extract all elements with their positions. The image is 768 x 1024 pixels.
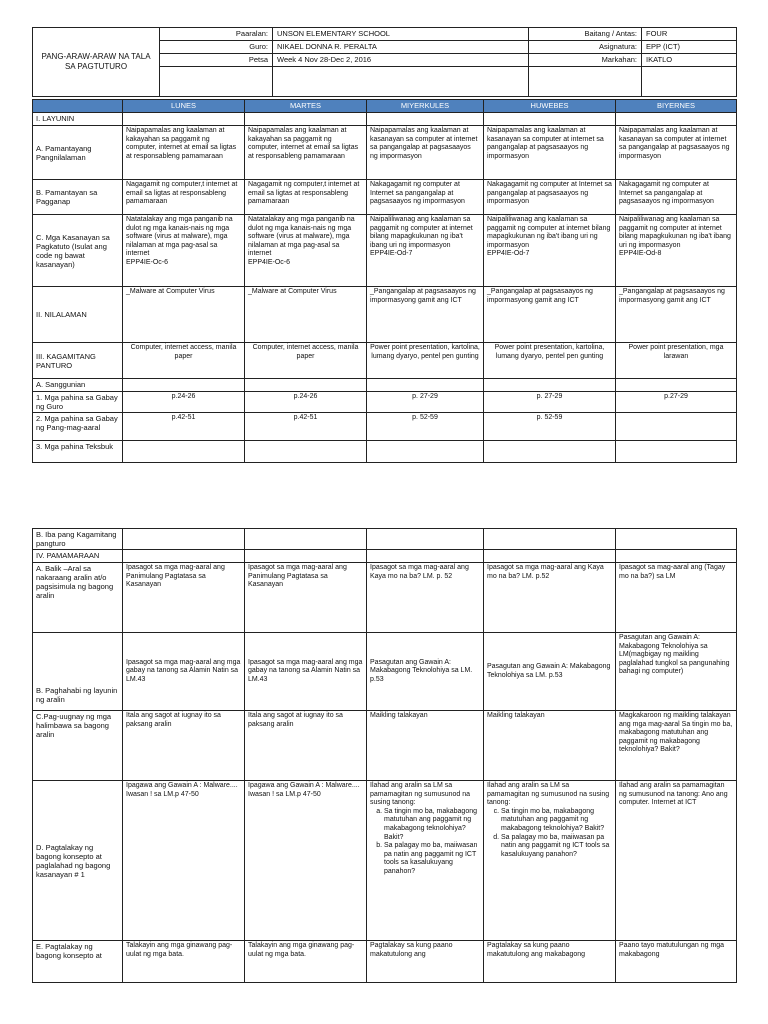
cell-biyernes: p.27-29: [616, 392, 737, 413]
cell-biyernes: Ilahad ang aralin sa pamamagitan ng sumusunod na tanong: Ano ang computer. Internet at ICT: [616, 781, 737, 941]
row-label-mga-kasanayan: C. Mga Kasanayan sa Pagkatuto (Isulat ang code ng bawat kasanayan): [33, 215, 123, 287]
day-header-martes: MARTES: [245, 100, 367, 113]
cell-martes: Ipasagot sa mga mag-aaral ang Panimulang Pagtatasa sa Kasanayan: [245, 563, 367, 633]
empty-cell: [245, 529, 367, 550]
empty-cell: [484, 113, 616, 126]
cell-huwebes: [484, 441, 616, 463]
cell-huwebes: Naipaliliwanag ang kaalaman sa paggamit ng computer at internet bilang mapagkukunan ng iba't ibang uri ng impormasyon EPP4IE-Od-7: [484, 215, 616, 287]
cell-biyernes: Ipasagot sa mag-aaral ang (Tagay mo na ba?) sa LM: [616, 563, 737, 633]
cell-lunes: Itala ang sagot at iugnay ito sa paksang aralin: [123, 711, 245, 781]
section-layunin: I. LAYUNIN: [33, 113, 123, 126]
cell-lunes: Ipasagot sa mga mag-aaral ang mga gabay na tanong sa Alamin Natin sa LM.43: [123, 633, 245, 711]
empty-cell: [367, 529, 484, 550]
cell-martes: Computer, internet access, manila paper: [245, 343, 367, 379]
markahan-label: Markahan:: [529, 54, 642, 67]
cell-huwebes: Pasagutan ang Gawain A: Makabagong Teknolohiya sa LM. p.53: [484, 633, 616, 711]
cell-miyerkules: Power point presentation, kartolina, lumang dyaryo, pentel pen gunting: [367, 343, 484, 379]
empty-cell: [245, 379, 367, 392]
cell-martes: _Malware at Computer Virus: [245, 287, 367, 343]
cell-lunes: _Malware at Computer Virus: [123, 287, 245, 343]
cell-miyerkules: Naipaliliwanag ang kaalaman sa paggamit ng computer at internet bilang mapagkukunan ng iba't ibang uri ng impormasyon EPP4IE-Od-7: [367, 215, 484, 287]
cell-lunes: Ipagawa ang Gawain A : Malware.... Iwasan ! sa LM.p 47-50: [123, 781, 245, 941]
cell-martes: Ipagawa ang Gawain A : Malware.... Iwasan ! sa LM.p 47-50: [245, 781, 367, 941]
paaralan-label: Paaralan:: [160, 28, 273, 41]
cell-huwebes: Maikling talakayan: [484, 711, 616, 781]
row-label-gabay-ng-guro: 1. Mga pahina sa Gabay ng Guro: [33, 392, 123, 413]
cell-huwebes: Pagtalakay sa kung paano makatutulong ang makabagong: [484, 941, 616, 983]
header-spacer: [273, 67, 529, 97]
asignatura-label: Asignatura:: [529, 41, 642, 54]
cell-martes: Talakayin ang mga ginawang pag-uulat ng mga bata.: [245, 941, 367, 983]
cell-miyerkules: Pasagutan ang Gawain A: Makabagong Teknolohiya sa LM. p.53: [367, 633, 484, 711]
cell-huwebes: p. 27-29: [484, 392, 616, 413]
cell-biyernes: [616, 441, 737, 463]
cell-lunes: [123, 441, 245, 463]
cell-miyerkules: Maikling talakayan: [367, 711, 484, 781]
cell-huwebes: Nakagagamit ng computer at Internet sa pangangalap at pagsasaayos ng impormasyon: [484, 180, 616, 215]
cell-martes: Nagagamit ng computer,t internet at email sa ligtas at responsableng pamamaraan: [245, 180, 367, 215]
paaralan-value: UNSON ELEMENTARY SCHOOL: [273, 28, 529, 41]
cell-biyernes: [616, 413, 737, 441]
cell-miyerkules: Naipapamalas ang kaalaman at kasanayan sa computer at internet sa pangangalap at pagsasaayos ng impormasyon: [367, 126, 484, 180]
empty-cell: [367, 550, 484, 563]
list-item: b. Sa palagay mo ba, maiiwasan pa natin ang paggamit ng ICT tools sa kasalukuyang panahon?: [384, 842, 480, 876]
empty-cell: [123, 529, 245, 550]
lesson-plan-table-page-2: [32, 528, 737, 983]
row-label-iba-pang-kagamitan: B. Iba pang Kagamitang pangturo: [33, 529, 123, 550]
cell-miyerkules: _Pangangalap at pagsasaayos ng impormasyong gamit ang ICT: [367, 287, 484, 343]
list-item: d. Sa palagay mo ba, maiiwasan pa natin ang paggamit ng ICT tools sa kasalukuyang panahon?: [501, 834, 612, 860]
row-label-gabay-ng-pang-mag-aaral: 2. Mga pahina sa Gabay ng Pang-mag-aaral: [33, 413, 123, 441]
cell-biyernes: Pasagutan ang Gawain A: Makabagong Teknolohiya sa LM(magbigay ng maikling paglalahad tungkol sa pangunahing bahagi ng computer): [616, 633, 737, 711]
cell-martes: Ipasagot sa mga mag-aaral ang mga gabay na tanong sa Alamin Natin sa LM.43: [245, 633, 367, 711]
cell-lunes: Ipasagot sa mga mag-aaral ang Panimulang Pagtatasa sa Kasanayan: [123, 563, 245, 633]
empty-cell: [123, 379, 245, 392]
day-header-blank: [33, 100, 123, 113]
empty-cell: [123, 550, 245, 563]
cell-miyerkules: Ipasagot sa mga mag-aaral ang Kaya mo na ba? LM. p. 52: [367, 563, 484, 633]
empty-cell: [367, 113, 484, 126]
header-spacer: [642, 67, 737, 97]
day-header-miyerkules: MIYERKULES: [367, 100, 484, 113]
lesson-plan-table-page-1: [32, 99, 737, 463]
cell-biyernes: Naipapamalas ang kaalaman at kasanayan sa computer at internet sa pangangalap at pagsasaayos ng impormasyon: [616, 126, 737, 180]
cell-huwebes: p. 52-59: [484, 413, 616, 441]
row-label-pag-uugnay: C.Pag-uugnay ng mga halimbawa sa bagong aralin: [33, 711, 123, 781]
cell-martes: p.24-26: [245, 392, 367, 413]
empty-cell: [616, 379, 737, 392]
cell-huwebes: Power point presentation, kartolina, lumang dyaryo, pentel pen gunting: [484, 343, 616, 379]
cell-huwebes: Naipapamalas ang kaalaman at kasanayan sa computer at internet sa pangangalap at pagsasaayos ng impormasyon: [484, 126, 616, 180]
empty-cell: [245, 113, 367, 126]
cell-martes: p.42-51: [245, 413, 367, 441]
day-header-lunes: LUNES: [123, 100, 245, 113]
row-label-pagtalakay-1: D. Pagtalakay ng bagong konsepto at paglalahad ng bagong kasanayan # 1: [33, 781, 123, 941]
empty-cell: [616, 113, 737, 126]
section-sanggunian: A. Sanggunian: [33, 379, 123, 392]
cell-lunes: p.42-51: [123, 413, 245, 441]
cell-lunes: Naipapamalas ang kaalaman at kakayahan sa paggamit ng computer, internet at email sa ligtas at responsableng pamamaraan: [123, 126, 245, 180]
header-spacer: [160, 67, 273, 97]
cell-biyernes: Magkakaroon ng maikling talakayan ang mga mag-aaral Sa tingin mo ba, makabagong matutuhan ang paggamit ng makabagong teknolohiya? Bakit?: [616, 711, 737, 781]
empty-cell: [484, 550, 616, 563]
cell-miyerkules: Pagtalakay sa kung paano makatutulong ang: [367, 941, 484, 983]
cell-miyerkules: p. 27-29: [367, 392, 484, 413]
markahan-value: IKATLO: [642, 54, 737, 67]
cell-martes: Itala ang sagot at iugnay ito sa paksang aralin: [245, 711, 367, 781]
row-label-teksbuk: 3. Mga pahina Teksbuk: [33, 441, 123, 463]
cell-martes: Naipapamalas ang kaalaman at kakayahan sa paggamit ng computer, internet at email sa ligtas at responsableng pamamaraan: [245, 126, 367, 180]
row-label-paghahabi: B. Paghahabi ng layunin ng aralin: [33, 633, 123, 711]
empty-cell: [484, 529, 616, 550]
page-title: PANG-ARAW-ARAW NA TALA SA PAGTUTURO: [33, 28, 160, 97]
cell-biyernes: Nakagagamit ng computer at Internet sa pangangalap at pagsasaayos ng impormasyon: [616, 180, 737, 215]
header-table: [32, 27, 737, 97]
cell-martes: [245, 441, 367, 463]
cell-intro: Ilahad ang aralin sa LM sa pamamagitan ng sumusunod na susing tanong:: [487, 782, 610, 807]
empty-cell: [484, 379, 616, 392]
cell-lunes: Computer, internet access, manila paper: [123, 343, 245, 379]
row-label-pamantayan-sa-pagganap: B. Pamantayan sa Pagganap: [33, 180, 123, 215]
cell-huwebes: Ipasagot sa mga mag-aaral ang Kaya mo na ba? LM. p.52: [484, 563, 616, 633]
cell-biyernes: Power point presentation, mga larawan: [616, 343, 737, 379]
list-item: c. Sa tingin mo ba, makabagong matutuhan ang paggamit ng makabagong teknolohiya? Bakit?: [501, 808, 612, 834]
cell-miyerkules: [367, 441, 484, 463]
section-pamamaraan: IV. PAMAMARAAN: [33, 550, 123, 563]
guro-value: NIKAEL DONNA R. PERALTA: [273, 41, 529, 54]
cell-miyerkules: p. 52-59: [367, 413, 484, 441]
empty-cell: [616, 550, 737, 563]
row-label-kagamitang-panturo: III. KAGAMITANG PANTURO: [33, 343, 123, 379]
cell-miyerkules: [367, 781, 484, 941]
row-label-pamantayang-pangnilalaman: A. Pamantayang Pangnilalaman: [33, 126, 123, 180]
cell-lunes: Natatalakay ang mga panganib na dulot ng mga kanais-nais ng mga software (virus at malware), mga nilalaman at mga pag-asal sa internet EPP4IE-Oc-6: [123, 215, 245, 287]
cell-martes: Natatalakay ang mga panganib na dulot ng mga kanais-nais ng mga software (virus at malware), mga nilalaman at mga pag-asal sa internet EPP4IE-Oc-6: [245, 215, 367, 287]
cell-biyernes: Paano tayo matutulungan ng mga makabagong: [616, 941, 737, 983]
cell-biyernes: _Pangangalap at pagsasaayos ng impormasyong gamit ang ICT: [616, 287, 737, 343]
cell-lunes: Talakayin ang mga ginawang pag-uulat ng mga bata.: [123, 941, 245, 983]
cell-biyernes: Naipaliliwanag ang kaalaman sa paggamit ng computer at internet bilang mapagkukunan ng iba't ibang uri ng impormasyon EPP4IE-Od-8: [616, 215, 737, 287]
row-label-pagtalakay-2: E. Pagtalakay ng bagong konsepto at: [33, 941, 123, 983]
header-spacer: [529, 67, 642, 97]
cell-lunes: p.24-26: [123, 392, 245, 413]
baitang-label: Baitang / Antas:: [529, 28, 642, 41]
empty-cell: [616, 529, 737, 550]
row-label-nilalaman: II. NILALAMAN: [33, 287, 123, 343]
cell-huwebes: _Pangangalap at pagsasaayos ng impormasyong gamit ang ICT: [484, 287, 616, 343]
day-header-huwebes: HUWEBES: [484, 100, 616, 113]
empty-cell: [123, 113, 245, 126]
guro-label: Guro:: [160, 41, 273, 54]
day-header-biyernes: BIYERNES: [616, 100, 737, 113]
baitang-value: FOUR: [642, 28, 737, 41]
cell-intro: Ilahad ang aralin sa LM sa pamamagitan ng sumusunod na susing tanong:: [370, 782, 471, 807]
question-list: [370, 808, 480, 877]
row-label-balik-aral: A. Balik –Aral sa nakaraang aralin at/o pagsisimula ng bagong aralin: [33, 563, 123, 633]
cell-lunes: Nagagamit ng computer,t internet at email sa ligtas at responsableng pamamaraan: [123, 180, 245, 215]
question-list: [487, 808, 612, 860]
empty-cell: [367, 379, 484, 392]
asignatura-value: EPP (ICT): [642, 41, 737, 54]
petsa-label: Petsa: [160, 54, 273, 67]
list-item: a. Sa tingin mo ba, makabagong matutuhan ang paggamit ng makabagong teknolohiya? Bakit?: [384, 808, 480, 842]
cell-huwebes: [484, 781, 616, 941]
cell-miyerkules: Nakagagamit ng computer at Internet sa pangangalap at pagsasaayos ng impormasyon: [367, 180, 484, 215]
petsa-value: Week 4 Nov 28-Dec 2, 2016: [273, 54, 529, 67]
empty-cell: [245, 550, 367, 563]
